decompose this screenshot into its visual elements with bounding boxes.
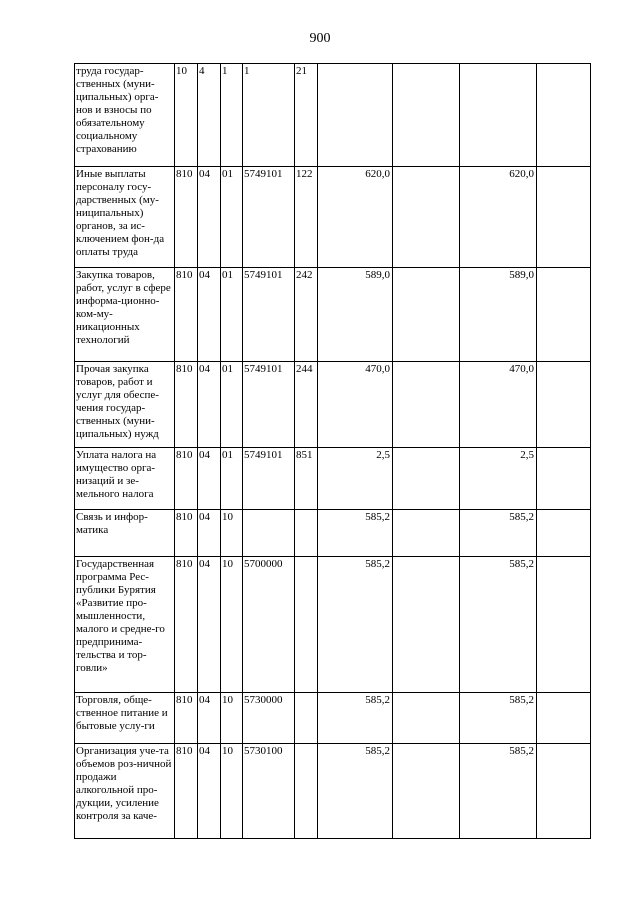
pr-code-text: 01 xyxy=(222,363,233,375)
rz-code-text: 04 xyxy=(199,449,210,461)
amount-2 xyxy=(460,64,537,167)
pr-code xyxy=(221,362,243,448)
amount-1 xyxy=(318,448,393,510)
blank-col-2 xyxy=(537,744,591,839)
pr-code xyxy=(221,744,243,839)
amount-2 xyxy=(460,557,537,693)
rz-code xyxy=(198,448,221,510)
amount-2-text: 2,5 xyxy=(520,449,534,461)
rz-code-text: 04 xyxy=(199,511,210,523)
amount-2-text: 470,0 xyxy=(509,363,534,375)
rz-code xyxy=(198,557,221,693)
ved-code-text: 810 xyxy=(176,363,193,375)
csr-code xyxy=(243,362,295,448)
item-name-text: труда государ-ственных (муни-ципальных) орга-нов и взносы по обязательному социальному страхованию xyxy=(76,65,159,155)
pr-code-text: 01 xyxy=(222,168,233,180)
amount-2-text: 589,0 xyxy=(509,269,534,281)
amount-1 xyxy=(318,167,393,268)
ved-code-text: 810 xyxy=(176,511,193,523)
vr-code xyxy=(295,693,318,744)
page-number: 900 xyxy=(309,31,331,46)
vr-code-text: 122 xyxy=(296,168,313,180)
pr-code xyxy=(221,510,243,557)
ved-code-text: 810 xyxy=(176,558,193,570)
blank-col-2 xyxy=(537,448,591,510)
vr-code-text: 242 xyxy=(296,269,313,281)
rz-code xyxy=(198,362,221,448)
vr-code-text: 851 xyxy=(296,449,313,461)
pr-code-text: 10 xyxy=(222,511,233,523)
pr-code-text: 01 xyxy=(222,449,233,461)
csr-code-text: 5730000 xyxy=(244,694,283,706)
csr-code xyxy=(243,693,295,744)
item-name xyxy=(75,744,175,839)
item-name-text: Государственная программа Рес-публики Бурятия «Развитие про-мышленности, малого и средне-го предпринима-тельства и тор-говли» xyxy=(76,558,165,674)
item-name xyxy=(75,268,175,362)
rz-code xyxy=(198,693,221,744)
ved-code-text: 810 xyxy=(176,168,193,180)
vr-code xyxy=(295,64,318,167)
csr-code xyxy=(243,64,295,167)
csr-code xyxy=(243,268,295,362)
amount-2-text: 585,2 xyxy=(509,511,534,523)
pr-code xyxy=(221,693,243,744)
table-row xyxy=(75,510,591,557)
rz-code-text: 04 xyxy=(199,694,210,706)
ved-code-text: 810 xyxy=(176,449,193,461)
rz-code xyxy=(198,744,221,839)
blank-col-2 xyxy=(537,167,591,268)
table-row xyxy=(75,693,591,744)
rz-code-text: 04 xyxy=(199,269,210,281)
table-row xyxy=(75,557,591,693)
pr-code xyxy=(221,448,243,510)
csr-code-text: 1 xyxy=(244,65,250,77)
pr-code-text: 10 xyxy=(222,745,233,757)
item-name-text: Иные выплаты персоналу госу-дарственных (му-ниципальных) органов, за ис-ключением фон-да оплаты труда xyxy=(76,168,165,258)
blank-col-2 xyxy=(537,693,591,744)
amount-1-text: 589,0 xyxy=(365,269,390,281)
ved-code xyxy=(175,64,198,167)
item-name xyxy=(75,448,175,510)
vr-code-text: 21 xyxy=(296,65,307,77)
item-name xyxy=(75,167,175,268)
pr-code-text: 1 xyxy=(222,65,228,77)
table-row xyxy=(75,448,591,510)
table-row xyxy=(75,167,591,268)
vr-code xyxy=(295,448,318,510)
blank-col-1 xyxy=(393,557,460,693)
csr-code xyxy=(243,448,295,510)
blank-col-1 xyxy=(393,744,460,839)
ved-code xyxy=(175,557,198,693)
item-name-text: Организация уче-та объемов роз-ничной продажи алкогольной про-дукции, усиление контроля за каче- xyxy=(76,745,172,822)
rz-code-text: 04 xyxy=(199,363,210,375)
amount-1 xyxy=(318,557,393,693)
csr-code-text: 5749101 xyxy=(244,363,283,375)
blank-col-1 xyxy=(393,268,460,362)
blank-col-1 xyxy=(393,448,460,510)
budget-table xyxy=(74,63,591,839)
item-name xyxy=(75,64,175,167)
pr-code-text: 10 xyxy=(222,694,233,706)
rz-code-text: 04 xyxy=(199,745,210,757)
blank-col-1 xyxy=(393,362,460,448)
blank-col-2 xyxy=(537,362,591,448)
vr-code xyxy=(295,744,318,839)
amount-1 xyxy=(318,362,393,448)
amount-1-text: 585,2 xyxy=(365,694,390,706)
pr-code xyxy=(221,557,243,693)
rz-code xyxy=(198,268,221,362)
csr-code-text: 5749101 xyxy=(244,168,283,180)
csr-code-text: 5749101 xyxy=(244,449,283,461)
rz-code xyxy=(198,167,221,268)
csr-code-text: 5730100 xyxy=(244,745,283,757)
vr-code xyxy=(295,510,318,557)
amount-1 xyxy=(318,693,393,744)
item-name-text: Закупка товаров, работ, услуг в сфере информа-ционно-ком-му-никационных технологий xyxy=(76,269,171,346)
ved-code xyxy=(175,167,198,268)
item-name-text: Торговля, обще-ственное питание и бытовые услу-ги xyxy=(76,694,168,732)
pr-code-text: 01 xyxy=(222,269,233,281)
amount-1 xyxy=(318,268,393,362)
csr-code-text: 5700000 xyxy=(244,558,283,570)
item-name-text: Прочая закупка товаров, работ и услуг для обеспе-чения государ-ственных (муни-ципальных) нужд xyxy=(76,363,159,440)
amount-2-text: 585,2 xyxy=(509,745,534,757)
table-row xyxy=(75,744,591,839)
pr-code xyxy=(221,268,243,362)
item-name xyxy=(75,362,175,448)
table-row xyxy=(75,362,591,448)
amount-1-text: 585,2 xyxy=(365,745,390,757)
pr-code-text: 10 xyxy=(222,558,233,570)
item-name-text: Связь и инфор-матика xyxy=(76,511,148,536)
rz-code xyxy=(198,64,221,167)
csr-code-text: 5749101 xyxy=(244,269,283,281)
ved-code xyxy=(175,448,198,510)
amount-1 xyxy=(318,510,393,557)
rz-code-text: 4 xyxy=(199,65,205,77)
table-row xyxy=(75,268,591,362)
amount-1 xyxy=(318,64,393,167)
amount-2 xyxy=(460,448,537,510)
amount-1-text: 2,5 xyxy=(376,449,390,461)
csr-code xyxy=(243,510,295,557)
ved-code-text: 810 xyxy=(176,745,193,757)
amount-2-text: 585,2 xyxy=(509,694,534,706)
item-name xyxy=(75,693,175,744)
item-name-text: Уплата налога на имущество орга-низаций и зе-мельного налога xyxy=(76,449,157,500)
blank-col-2 xyxy=(537,557,591,693)
item-name xyxy=(75,510,175,557)
amount-2 xyxy=(460,693,537,744)
vr-code xyxy=(295,362,318,448)
amount-2 xyxy=(460,510,537,557)
ved-code-text: 810 xyxy=(176,694,193,706)
ved-code xyxy=(175,693,198,744)
blank-col-1 xyxy=(393,167,460,268)
vr-code xyxy=(295,268,318,362)
table-row xyxy=(75,64,591,167)
pr-code xyxy=(221,167,243,268)
pr-code xyxy=(221,64,243,167)
rz-code-text: 04 xyxy=(199,168,210,180)
amount-1-text: 470,0 xyxy=(365,363,390,375)
csr-code xyxy=(243,744,295,839)
csr-code xyxy=(243,167,295,268)
rz-code-text: 04 xyxy=(199,558,210,570)
amount-2 xyxy=(460,268,537,362)
item-name xyxy=(75,557,175,693)
ved-code xyxy=(175,510,198,557)
amount-2-text: 585,2 xyxy=(509,558,534,570)
blank-col-2 xyxy=(537,64,591,167)
vr-code xyxy=(295,167,318,268)
amount-2 xyxy=(460,744,537,839)
amount-1 xyxy=(318,744,393,839)
amount-2 xyxy=(460,167,537,268)
amount-1-text: 620,0 xyxy=(365,168,390,180)
vr-code xyxy=(295,557,318,693)
blank-col-2 xyxy=(537,268,591,362)
amount-2-text: 620,0 xyxy=(509,168,534,180)
blank-col-1 xyxy=(393,64,460,167)
vr-code-text: 244 xyxy=(296,363,313,375)
amount-2 xyxy=(460,362,537,448)
amount-1-text: 585,2 xyxy=(365,511,390,523)
ved-code xyxy=(175,268,198,362)
blank-col-2 xyxy=(537,510,591,557)
ved-code xyxy=(175,362,198,448)
ved-code-text: 810 xyxy=(176,269,193,281)
rz-code xyxy=(198,510,221,557)
blank-col-1 xyxy=(393,510,460,557)
blank-col-1 xyxy=(393,693,460,744)
amount-1-text: 585,2 xyxy=(365,558,390,570)
csr-code xyxy=(243,557,295,693)
ved-code-text: 10 xyxy=(176,65,187,77)
ved-code xyxy=(175,744,198,839)
